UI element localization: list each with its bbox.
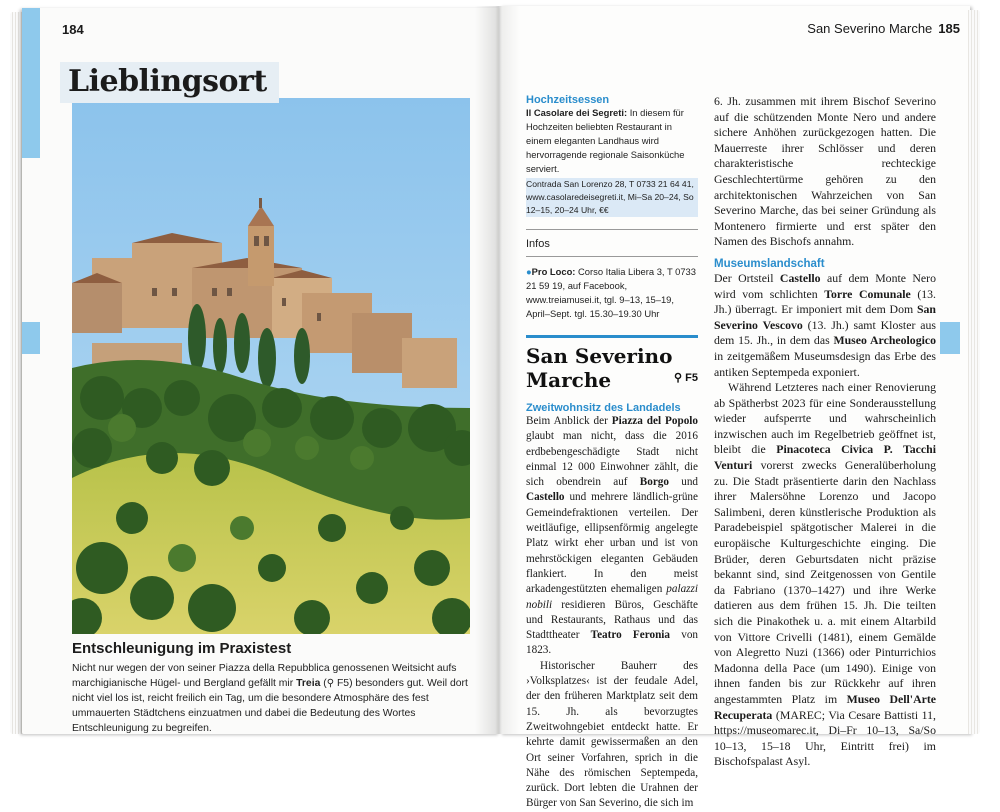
restaurant-details: Contrada San Lorenzo 28, T 0733 21 64 41, www.casolaredeisegreti.it, Mi–Sa 20–24, So 12–15, 20–24 Uhr, €€ [526, 178, 698, 217]
map-pin-icon: ⚲ [674, 372, 683, 384]
thumb-tab-mid-left [22, 322, 40, 354]
right-column-a [526, 94, 698, 812]
town-heading-block [526, 335, 698, 392]
place-treia: Treia [296, 678, 321, 689]
photo-caption [72, 640, 470, 736]
hochzeitsessen-heading: Hochzeitsessen [526, 94, 610, 106]
thumb-tab-mid-right [940, 322, 960, 354]
history-paragraph: 6. Jh. zusammen mit ihrem Bischof Severino auf die schützenden Monte Nero und andere sichere Anhöhen zurückgezogen hatten. Die Mauerreste ihrer Schlösser und deren charakteristische rechteckige Geschlechtertürme gehören zu den architektonischen Wahrzeichen von San Severino Marche, das bei seiner Gründung als Montenero firmierte und erst später den Namen des Bischofs annahm. [714, 94, 936, 249]
infos-entry: ●Pro Loco: Corso Italia Libera 3, T 0733 21 59 19, auf Facebook, www.treiamusei.it, tgl. 9–13, 15–19, April–Sept. tgl. 15.30–19.30 Uhr [526, 256, 698, 321]
right-column-b [714, 94, 936, 770]
page-number-right: 185 [938, 21, 960, 36]
landscape-photo [72, 98, 470, 634]
grid-ref: F5 [336, 678, 350, 689]
running-header-title: San Severino Marche [807, 21, 933, 36]
caption-text: Nicht nur wegen der von seiner Piazza della Repubblica genossenen Weitsicht aufs marchigianische Hügel- und Bergland gefällt mir Treia (⚲ F5) besonders gut. Weil dort nicht viel los ist, reicht freilich ein Tag, um die besondere Atmosphäre des fest ummauerten Städtchens einzuatmen und dabei die Bedeutung des Wortes Entschleunigung zu begreifen. [72, 663, 468, 734]
thumb-tab-top-left [22, 8, 40, 158]
restaurant-entry: Il Casolare dei Segreti: In diesem für Hochzeiten beliebten Restaurant in einem eleganten Landhaus wird hervorragende regionale Saisonküche serviert. [526, 107, 685, 174]
pro-loco-name: Pro Loco: [531, 266, 576, 277]
town-title: San Severino Marche ⚲ F5 [526, 344, 698, 392]
museum-paragraph-1: Der Ortsteil Castello auf dem Monte Nero wird vom schlichten Torre Comunale (13. Jh.) überragt. Er imponiert mit dem Dom San Severino Vescovo (13. Jh.) samt Kloster aus dem 15. Jh., in dem das Museo Archeologico in zeitgemäßem Museumsdesign das Erbe des antiken Septempeda exponiert. [714, 270, 937, 379]
page-edge-right [968, 10, 980, 734]
infos-heading: Infos [526, 229, 698, 250]
page-number-left: 184 [62, 22, 84, 37]
running-header-right [807, 21, 960, 36]
zweitwohnsitz-paragraph-2: Historischer Bauherr des ›Volksplatzes‹ ist der feudale Adel, der den früheren Marktplatz seit dem 15. Jh. als bevorzugtes Zweitwohngebiet entdeckt hatte. Er kehrte damit gewissermaßen an den Ort seiner Vorfahren, sprich in die Nähe des römischen Septempeda, zurück. Dort lebten die Urahnen der Bürger von San Severino, die sich im [526, 659, 698, 810]
section-title: Lieblingsort [60, 62, 279, 103]
zweitwohnsitz-paragraph-1: Beim Anblick der Piazza del Popolo glaubt man nicht, dass die 2016 erdbebengeschädigte Stadt nicht einmal 12 000 Einwohner zählt, die sich obendrein auf Borgo und Castello und mehrere ländlich-grüne Gemeindefraktionen verteilen. Der weitläufige, ellipsenförmig angelegte Platz wirkt eher urban und ist von mehrstöckigen eleganten Gebäuden flankiert. In den meist arkadengestützten ehemaligen palazzi nobili residieren Büros, Geschäfte und Restaurants, Rathaus und das Stadttheater Teatro Feronia von 1823. [526, 415, 699, 657]
restaurant-name: Il Casolare dei Segreti: [526, 107, 628, 118]
caption-heading: Entschleunigung im Praxistest [72, 640, 292, 657]
zweitwohnsitz-heading: Zweitwohnsitz des Landadels [526, 402, 681, 414]
town-grid-ref: ⚲ F5 [674, 372, 698, 384]
museum-paragraph-2: Während Letzteres nach einer Renovierung ab Spätherbst 2023 für eine Sonderausstellung wieder aufsperrte und wahrscheinlich inzwischen auch im Regelbetrieb geöffnet ist, bleibt die Pinacoteca Civica P. Tacchi Venturi vorerst zwecks Generalüberholung zu. Die Stadt präsentierte darin den Nachlass ihrer Malersöhne Lorenzo und Jacopo Salimbeni, deren künstlerische Produktion als Paradebeispiel spätgotischer Malerei in die europäische Kulturgeschichte einging. Die Brüder, deren Geburtsdaten nicht präzise bekannt sind, sind Zeitgenossen von Gentile da Fabriano (1370–1427) und ihre Werke datieren aus dem frühen 15. Jh. Die teilten sich die Pinakothek u. a. mit einem Altarbild von Vittore Crivelli (1481), einem Gemälde von Alegretto Nuzi (1366) oder Pinturrichios Madonna della Pace (um 1490). Einige von ihnen fanden bis zur Rückkehr auf ihren angestammten Platz im Museo Dell'Arte Recuperata (MAREC; Via Cesare Battisti 11, https://museomarec.it, Di–Fr 10–13, Sa/So 10–13, 15–18 Uhr, Eintritt frei) im Bischofspalast Asyl. [714, 380, 936, 769]
map-pin-icon: ⚲ [326, 678, 335, 689]
museum-heading: Museumslandschaft [714, 257, 825, 270]
